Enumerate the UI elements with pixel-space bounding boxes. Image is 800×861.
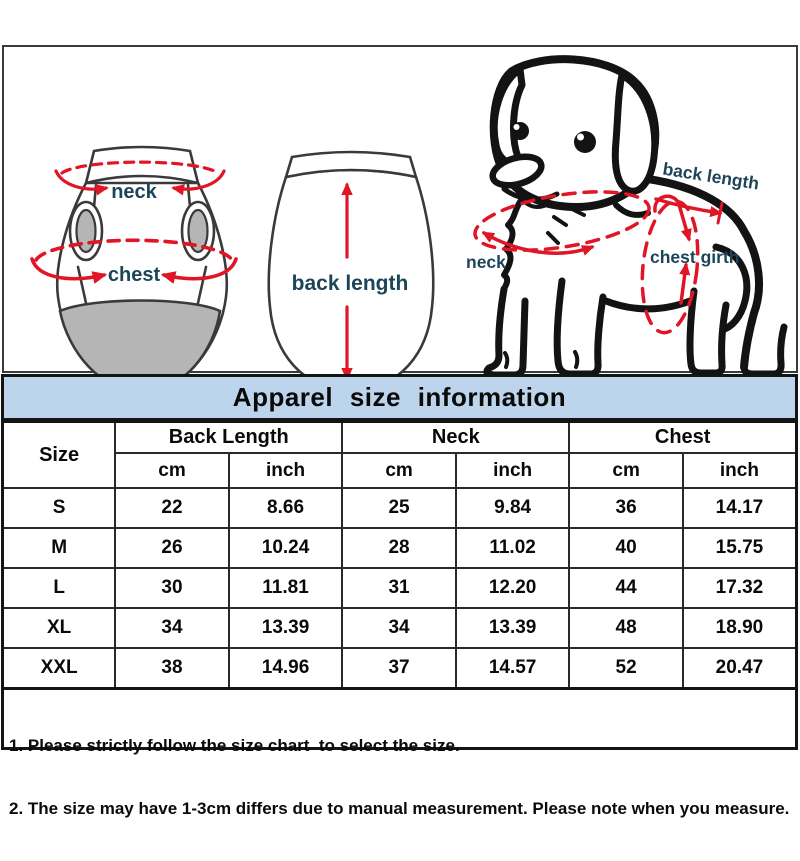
back-vest-length-label: back length xyxy=(291,272,409,295)
col-header-back-length: Back Length xyxy=(115,422,342,454)
value-cell: 18.90 xyxy=(683,608,797,648)
table-row xyxy=(3,608,797,648)
value-cell: 36 xyxy=(569,488,683,528)
value-cell: 48 xyxy=(569,608,683,648)
unit-header-cm: cm xyxy=(115,453,229,488)
value-cell: 9.84 xyxy=(456,488,570,528)
dog-back-length-label: back length xyxy=(661,158,761,194)
value-cell: 25 xyxy=(342,488,456,528)
size-sheet-title: Apparel size information xyxy=(232,382,567,412)
size-sheet-title-band xyxy=(1,374,798,420)
value-cell: 11.02 xyxy=(456,528,570,568)
value-cell: 13.39 xyxy=(229,608,343,648)
value-cell: 17.32 xyxy=(683,568,797,608)
table-row xyxy=(3,488,797,528)
value-cell: 14.17 xyxy=(683,488,797,528)
col-header-chest: Chest xyxy=(569,422,796,454)
dog-neck-arrow xyxy=(484,233,592,253)
unit-header-cm: cm xyxy=(569,453,683,488)
measurement-notes xyxy=(1,690,798,818)
note-line-1: 1. Please strictly follow the size chart to select the size. xyxy=(9,736,460,755)
value-cell: 14.57 xyxy=(456,648,570,689)
value-cell: 15.75 xyxy=(683,528,797,568)
value-cell: 30 xyxy=(115,568,229,608)
value-cell: 31 xyxy=(342,568,456,608)
dog-neck-label: neck xyxy=(466,252,506,272)
value-cell: 28 xyxy=(342,528,456,568)
dog-chest-girth-label: chest girth xyxy=(650,247,740,267)
table-row xyxy=(3,528,797,568)
unit-header-inch: inch xyxy=(456,453,570,488)
front-vest-illustration xyxy=(40,125,252,403)
note-line-2: 2. The size may have 1-3cm differs due to manual measurement. Please note when you measure. xyxy=(9,799,790,818)
value-cell: 13.39 xyxy=(456,608,570,648)
table-row xyxy=(3,568,797,608)
size-sheet xyxy=(1,374,798,818)
dog-outline xyxy=(487,59,784,375)
value-cell: 12.20 xyxy=(456,568,570,608)
dog-illustration xyxy=(454,49,798,371)
back-vest-illustration xyxy=(258,143,448,401)
value-cell: 44 xyxy=(569,568,683,608)
size-cell: XXL xyxy=(3,648,116,689)
size-cell: S xyxy=(3,488,116,528)
size-cell: L xyxy=(3,568,116,608)
value-cell: 34 xyxy=(115,608,229,648)
front-vest-neck-label: neck xyxy=(111,181,157,203)
col-header-size: Size xyxy=(3,422,116,489)
value-cell: 38 xyxy=(115,648,229,689)
value-cell: 22 xyxy=(115,488,229,528)
value-cell: 34 xyxy=(342,608,456,648)
table-units-row xyxy=(3,453,797,488)
size-cell: M xyxy=(3,528,116,568)
size-table xyxy=(1,420,798,690)
dog-eye-right xyxy=(574,131,596,153)
table-group-header-row xyxy=(3,422,797,454)
unit-header-inch: inch xyxy=(683,453,797,488)
unit-header-cm: cm xyxy=(342,453,456,488)
measurement-illustration-panel xyxy=(2,45,798,373)
value-cell: 11.81 xyxy=(229,568,343,608)
col-header-neck: Neck xyxy=(342,422,569,454)
dog-girth-up-arrow xyxy=(681,265,686,303)
size-cell: XL xyxy=(3,608,116,648)
value-cell: 26 xyxy=(115,528,229,568)
table-row xyxy=(3,648,797,689)
dog-ear-right xyxy=(615,75,654,191)
dog-eye-left xyxy=(511,122,529,140)
value-cell: 40 xyxy=(569,528,683,568)
value-cell: 14.96 xyxy=(229,648,343,689)
value-cell: 20.47 xyxy=(683,648,797,689)
value-cell: 10.24 xyxy=(229,528,343,568)
front-vest-chest-label: chest xyxy=(107,264,161,286)
unit-header-inch: inch xyxy=(229,453,343,488)
value-cell: 8.66 xyxy=(229,488,343,528)
value-cell: 52 xyxy=(569,648,683,689)
value-cell: 37 xyxy=(342,648,456,689)
